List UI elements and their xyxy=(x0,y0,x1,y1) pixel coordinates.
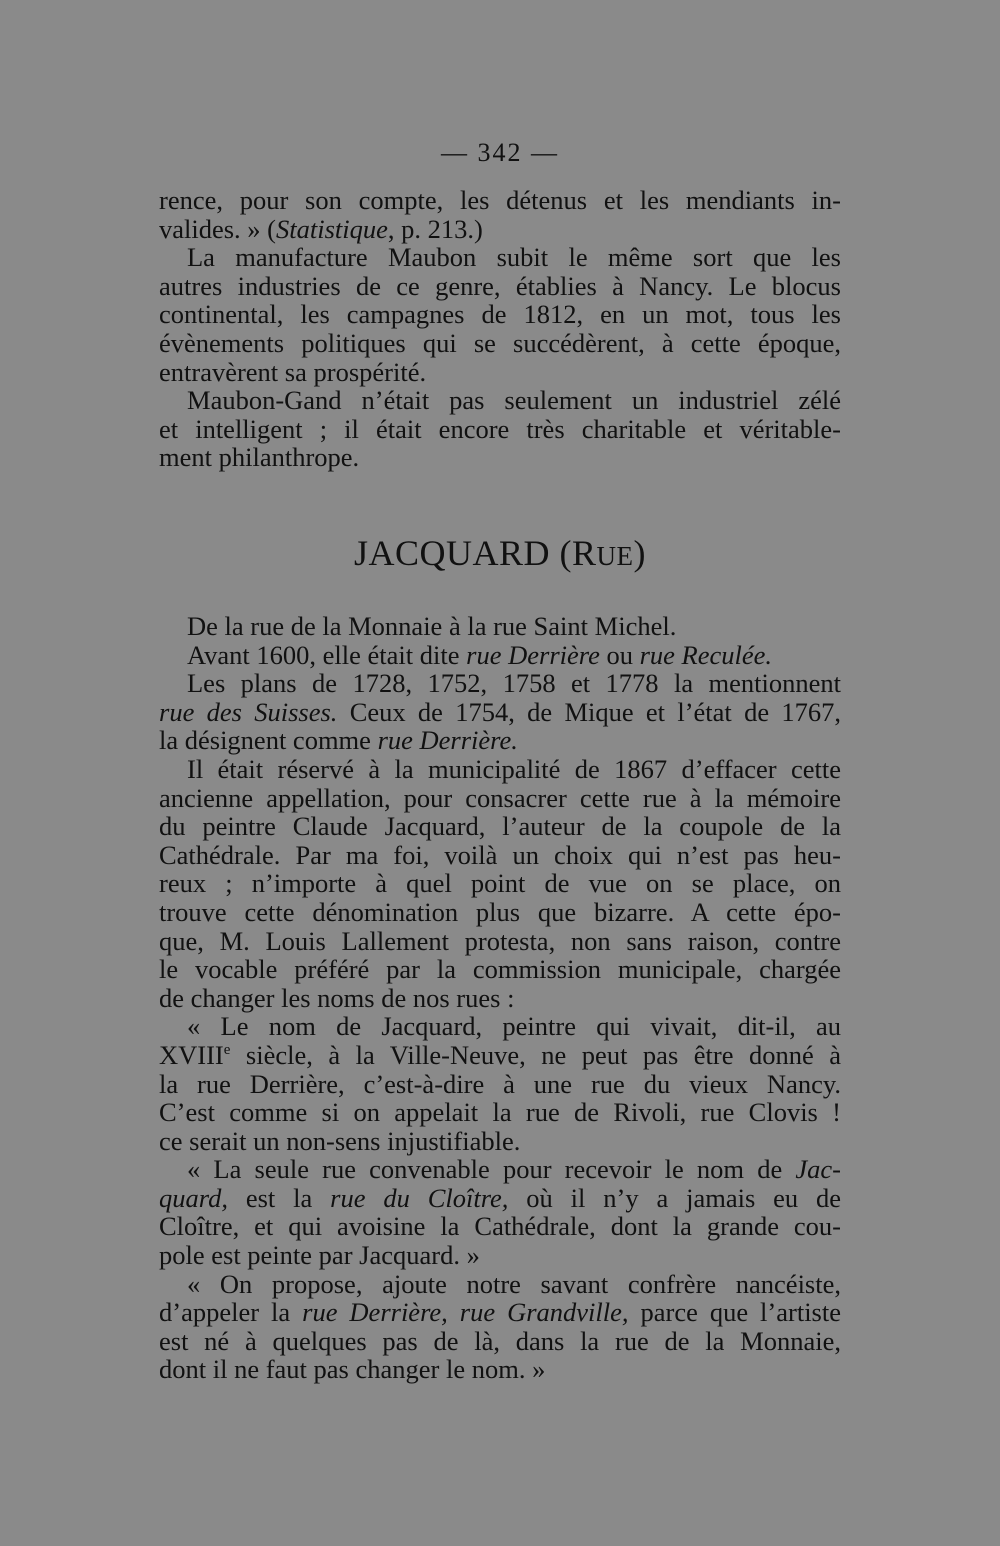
text-line: que, M. Louis Lallement protesta, non sans raison, contre xyxy=(159,925,841,956)
paragraph-plans xyxy=(159,669,841,755)
italic-street-name: rue Derrière, rue Grandville, xyxy=(302,1297,629,1328)
text-line: De la rue de la Monnaie à la rue Saint Michel. xyxy=(187,611,677,641)
text-line: est né à quelques pas de là, dans la rue de la Monnaie, xyxy=(159,1325,841,1356)
paragraph-manufacture xyxy=(159,243,841,386)
paragraph-quote-cloitre xyxy=(159,1155,841,1269)
paragraph-statistique xyxy=(159,186,841,243)
page-number: — 342 — xyxy=(441,138,559,167)
text-line: Avant 1600, elle était dite rue Derrière ou rue Reculée. xyxy=(187,639,773,670)
text-line: Maubon-Gand n’était pas seulement un industriel zélé xyxy=(187,385,841,416)
text-line: rue des Suisses. Ceux de 1754, de Mique et l’état de 1767, xyxy=(159,696,841,727)
text-line: La manufacture Maubon subit le même sort que les xyxy=(187,242,841,273)
text-line: pole est peinte par Jacquard. » xyxy=(159,1240,480,1271)
paragraph-quote-jacquard xyxy=(159,1012,841,1155)
paragraph-maubon-gand xyxy=(159,386,841,472)
superscript: e xyxy=(223,1042,231,1059)
paragraph-location xyxy=(159,612,841,641)
text-line: dont il ne faut pas changer le nom. » xyxy=(159,1354,546,1385)
text-line: Les plans de 1728, 1752, 1758 et 1778 la mentionnent xyxy=(187,668,841,699)
text-line: Cloître, et qui avoisine la Cathédrale, dont la grande cou- xyxy=(159,1211,841,1242)
text-line: et intelligent ; il était encore très charitable et véritable- xyxy=(159,413,841,444)
italic-street-name: rue Derrière. xyxy=(377,725,518,756)
italic-citation: Statistique xyxy=(276,213,388,244)
paragraph-municipality xyxy=(159,755,841,1012)
text-line: XVIIIe siècle, à la Ville-Neuve, ne peut pas être donné à xyxy=(159,1039,841,1070)
text-line: « On propose, ajoute notre savant confrère nancéiste, xyxy=(187,1268,841,1299)
text-line: ancienne appellation, pour consacrer cette rue à la mémoire xyxy=(159,782,841,813)
text-line: la rue Derrière, c’est-à-dire à une rue du vieux Nancy. xyxy=(159,1068,841,1099)
text-line: autres industries de ce genre, établies à Nancy. Le blocus xyxy=(159,270,841,301)
top-text-block xyxy=(159,186,841,472)
paragraph-former-names xyxy=(159,641,841,670)
text-line: entravèrent sa prospérité. xyxy=(159,356,427,387)
text-line: reux ; n’importe à quel point de vue on se place, on xyxy=(159,868,841,899)
text-line: la désignent comme rue Derrière. xyxy=(159,725,518,756)
text-line: C’est comme si on appelait la rue de Rivoli, rue Clovis ! xyxy=(159,1097,841,1128)
text-line: valides. » (Statistique, p. 213.) xyxy=(159,213,483,244)
text-line: d’appeler la rue Derrière, rue Grandville, parce que l’artiste xyxy=(159,1297,841,1328)
text-line: de changer les noms de nos rues : xyxy=(159,982,515,1013)
italic-street-name: rue du Cloître, xyxy=(330,1182,509,1213)
text-line: Cathédrale. Par ma foi, voilà un choix qui n’est pas heu- xyxy=(159,839,841,870)
bottom-text-block xyxy=(159,612,841,1384)
text-line: quard, est la rue du Cloître, où il n’y a jamais eu de xyxy=(159,1182,842,1213)
text-line: trouve cette dénomination plus que bizarre. A cette épo- xyxy=(159,896,841,927)
text-line: ment philanthrope. xyxy=(159,442,360,473)
text-line: Il était réservé à la municipalité de 1867 d’effacer cette xyxy=(187,753,841,784)
text-line: ce serait un non-sens injustifiable. xyxy=(159,1125,521,1156)
text-line: rence, pour son compte, les détenus et les mendiants in- xyxy=(159,185,841,215)
text-line: évènements politiques qui se succédèrent, à cette époque, xyxy=(159,327,841,358)
text-line: « Le nom de Jacquard, peintre qui vivait, dit-il, au xyxy=(187,1011,841,1042)
italic-street-name: rue Derrière xyxy=(466,639,600,670)
section-heading: JACQUARD (RUE) xyxy=(353,533,647,573)
paragraph-quote-grandville xyxy=(159,1270,841,1384)
italic-street-name: rue Reculée. xyxy=(639,639,773,670)
text-line: continental, les campagnes de 1812, en un mot, tous les xyxy=(159,299,841,330)
text-line: le vocable préféré par la commission municipale, chargée xyxy=(159,954,841,985)
text-line: du peintre Claude Jacquard, l’auteur de la coupole de la xyxy=(159,811,841,842)
text-line: « La seule rue convenable pour recevoir le nom de Jac- xyxy=(187,1154,841,1185)
italic-street-name: rue des Suisses. xyxy=(159,696,338,727)
